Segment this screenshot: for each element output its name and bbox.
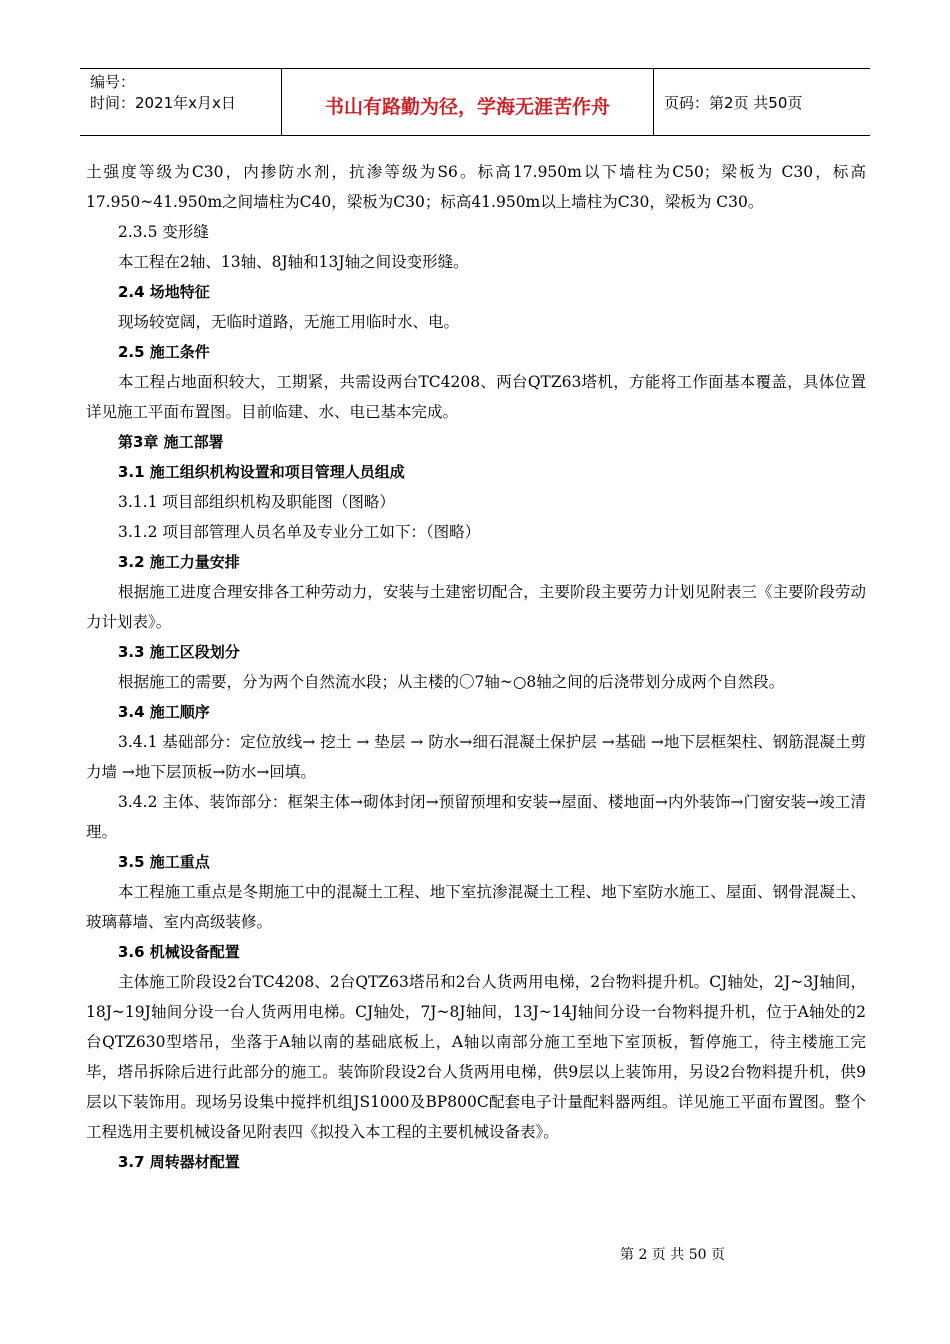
body-paragraph: 3.4.1 基础部分：定位放线→ 挖土 → 垫层 → 防水→细石混凝土保护层 →基础 →地下层框架柱、钢筋混凝土剪力墙 →地下层顶板→防水→回填。: [86, 733, 866, 781]
section-heading: 3.6 机械设备配置: [118, 943, 240, 961]
header-page-info: 页码：第2页 共50页: [664, 93, 803, 112]
body-paragraph: 现场较宽阔，无临时道路，无施工用临时水、电。: [118, 313, 460, 331]
section-heading: 3.5 施工重点: [118, 853, 210, 871]
section-heading: 3.3 施工区段划分: [118, 643, 240, 661]
body-paragraph: 本工程施工重点是冬期施工中的混凝土工程、地下室抗渗混凝土工程、地下室防水施工、屋面、钢骨混凝土、玻璃幕墙、室内高级装修。: [86, 883, 866, 931]
document-body: [86, 157, 866, 1177]
body-paragraph: 3.1.2 项目部管理人员名单及专业分工如下：（图略）: [118, 523, 481, 541]
body-paragraph: 3.1.1 项目部组织机构及职能图（图略）: [118, 493, 395, 511]
section-heading: 3.2 施工力量安排: [118, 553, 240, 571]
body-paragraph: 3.4.2 主体、装饰部分：框架主体→砌体封闭→预留预埋和安装→屋面、楼地面→内外装饰→门窗安装→竣工清理。: [86, 793, 866, 841]
header-time-label: 时间：2021年x月x日: [90, 94, 236, 112]
body-paragraph: 本工程在2轴、13轴、8J轴和13J轴之间设变形缝。: [118, 253, 469, 271]
section-heading: 3.1 施工组织机构设置和项目管理人员组成: [118, 463, 405, 481]
body-paragraph: 2.3.5 变形缝: [118, 223, 209, 241]
body-paragraph: 主体施工阶段设2台TC4208、2台QTZ63塔吊和2台人货两用电梯，2台物料提升机。CJ轴处，2J~3J轴间，18J~19J轴间分设一台人货两用电梯。CJ轴处，7J~8J轴间，13J~14J轴间分设一台物料提升机，位于A轴处的2台QTZ630型塔吊，坐落于A轴以南的基础底板上，A轴以南部分施工至地下室顶板，暂停施工，待主楼施工完毕，塔吊拆除后进行此部分的施工。装饰阶段设2台人货两用电梯，供9层以上装饰用，另设2台物料提升机，供9层以下装饰用。现场另设集中搅拌机组JS1000及BP800C配套电子计量配料器两组。详见施工平面布置图。整个工程选用主要机械设备见附表四《拟投入本工程的主要机械设备表》。: [86, 973, 866, 1141]
body-paragraph: 根据施工进度合理安排各工种劳动力，安装与土建密切配合，主要阶段主要劳力计划见附表三《主要阶段劳动力计划表》。: [86, 583, 866, 631]
section-heading: 2.5 施工条件: [118, 343, 210, 361]
body-paragraph: 土强度等级为C30，内掺防水剂，抗渗等级为S6。标高17.950m以下墙柱为C50；梁板为 C30，标高17.950~41.950m之间墙柱为C40，梁板为C30；标高41.950m以上墙柱为C30，梁板为 C30。: [86, 163, 866, 211]
body-paragraph: 本工程占地面积较大，工期紧，共需设两台TC4208、两台QTZ63塔机，方能将工作面基本覆盖，具体位置详见施工平面布置图。目前临建、水、电已基本完成。: [86, 373, 866, 421]
header-number-label: 编号：: [90, 73, 136, 91]
section-heading: 第3章 施工部署: [118, 433, 224, 451]
header-motto: 书山有路勤为径，学海无涯苦作舟: [282, 69, 654, 135]
section-heading: 2.4 场地特征: [118, 283, 210, 301]
section-heading: 3.7 周转器材配置: [118, 1153, 240, 1171]
page-footer: 第 2 页 共 50 页: [620, 1247, 725, 1263]
header-meta: [80, 69, 282, 135]
body-paragraph: 根据施工的需要，分为两个自然流水段；从主楼的〇7轴~○8轴之间的后浇带划分成两个自然段。: [118, 673, 785, 691]
page-header: [80, 68, 870, 136]
section-heading: 3.4 施工顺序: [118, 703, 210, 721]
